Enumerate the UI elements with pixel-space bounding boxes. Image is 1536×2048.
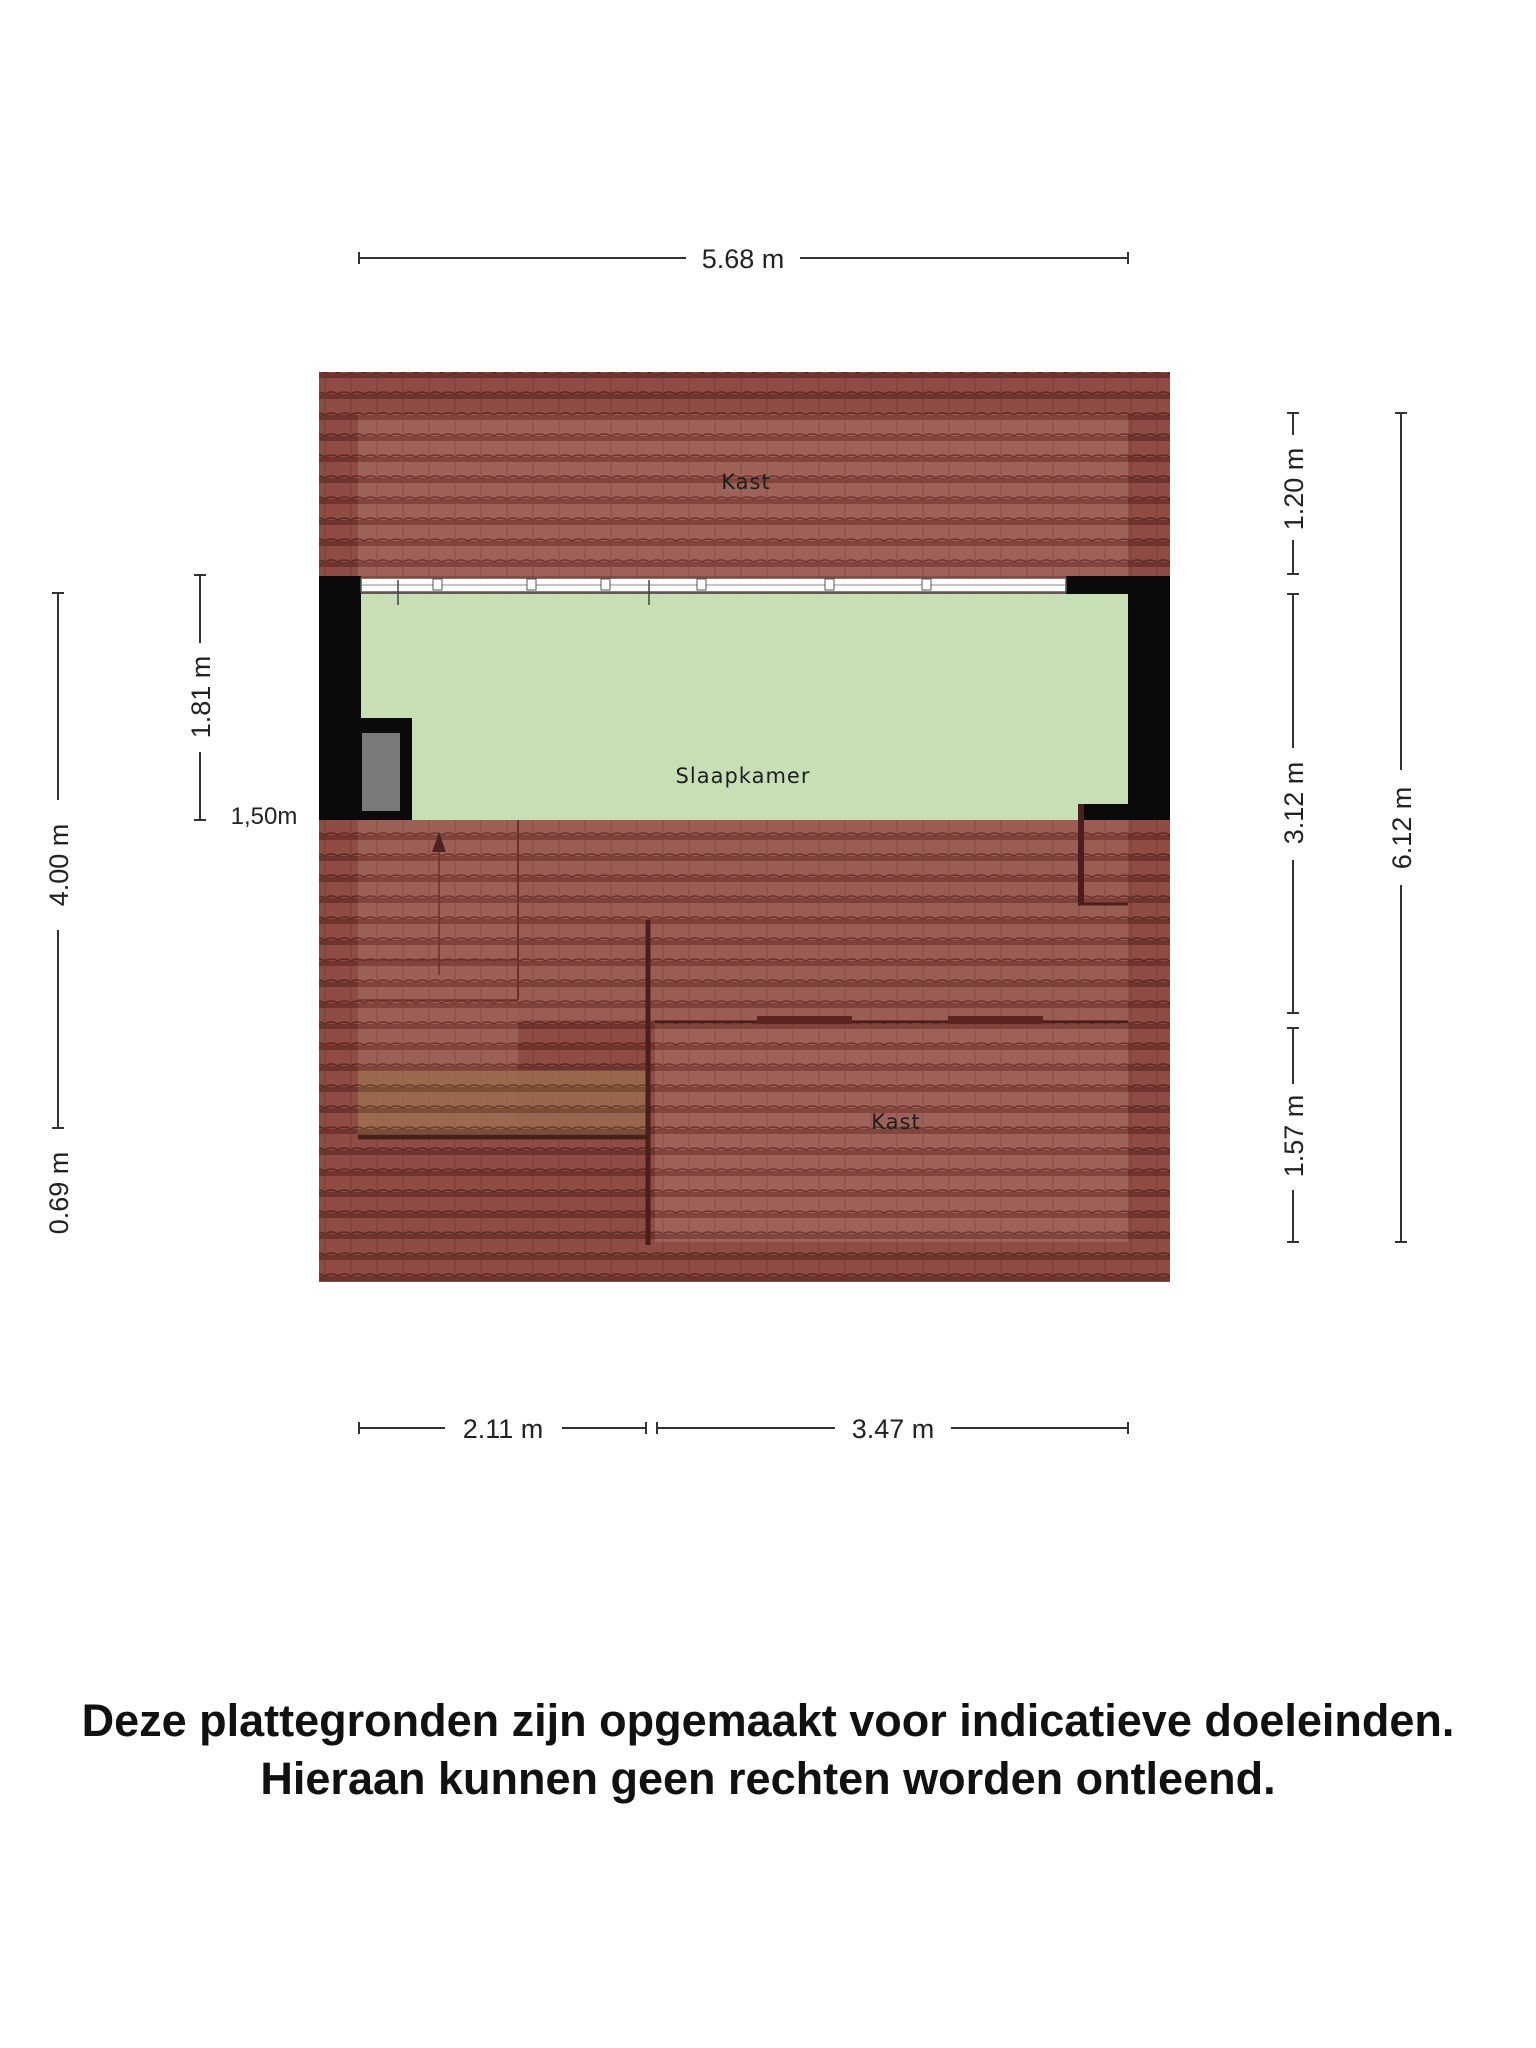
dimension-right-inner-1-label: 1.20 m bbox=[1279, 447, 1309, 531]
window-post bbox=[825, 579, 834, 590]
dimension-right-inner-3 bbox=[1279, 1028, 1309, 1242]
window-post bbox=[433, 579, 442, 590]
wall-notch bbox=[1078, 804, 1084, 904]
dimension-left-inner bbox=[186, 575, 216, 820]
dimension-right-outer-label: 6.12 m bbox=[1387, 786, 1417, 870]
dimension-top-label: 5.68 m bbox=[701, 244, 785, 274]
dimension-bottom-right bbox=[657, 1414, 1128, 1444]
window-post bbox=[601, 579, 610, 590]
dimension-right-inner-2 bbox=[1279, 594, 1309, 1013]
dimension-left-inner-label: 1.81 m bbox=[186, 655, 216, 739]
dimension-bottom-right-label: 3.47 m bbox=[851, 1414, 935, 1444]
landing-area bbox=[358, 1070, 648, 1135]
disclaimer-line-2: Hieraan kunnen geen rechten worden ontleend. bbox=[260, 1753, 1276, 1804]
chimney-inner bbox=[362, 733, 400, 811]
dimension-top bbox=[359, 244, 1128, 274]
wall-top-left bbox=[319, 576, 361, 594]
room-label-kast-bottom: Kast bbox=[871, 1110, 921, 1134]
dimension-right-inner-3-label: 1.57 m bbox=[1279, 1094, 1309, 1178]
window-post bbox=[527, 579, 536, 590]
room-label-slaapkamer: Slaapkamer bbox=[675, 764, 811, 788]
dimension-right-outer bbox=[1387, 413, 1417, 1242]
beam bbox=[948, 1016, 1043, 1024]
dimension-right-inner-2-label: 3.12 m bbox=[1279, 761, 1309, 845]
kast-top-area bbox=[358, 414, 1128, 576]
wall-top-right bbox=[1066, 576, 1170, 594]
attic-mid-area bbox=[518, 820, 1128, 1020]
disclaimer-line-1: Deze plattegronden zijn opgemaakt voor indicatieve doeleinden. bbox=[81, 1695, 1455, 1746]
wall-right bbox=[1128, 576, 1170, 820]
beam bbox=[757, 1016, 852, 1024]
dimension-bottom-left-label: 2.11 m bbox=[462, 1414, 544, 1444]
dimension-left-outer-lower-label: 0.69 m bbox=[44, 1151, 74, 1235]
dimension-left-outer-lower bbox=[44, 1152, 74, 1235]
dimension-left-outer-upper bbox=[44, 593, 74, 1128]
dimension-left-note: 1,50m bbox=[230, 803, 298, 830]
dimension-bottom-left bbox=[359, 1414, 646, 1444]
dimension-left-outer-upper-label: 4.00 m bbox=[44, 823, 74, 907]
wall-notch bbox=[1078, 804, 1128, 820]
room-label-kast-top: Kast bbox=[721, 470, 771, 494]
wall-left bbox=[319, 576, 361, 820]
window-post bbox=[697, 579, 706, 590]
dimension-right-inner-1 bbox=[1279, 413, 1309, 574]
window-post bbox=[922, 579, 931, 590]
